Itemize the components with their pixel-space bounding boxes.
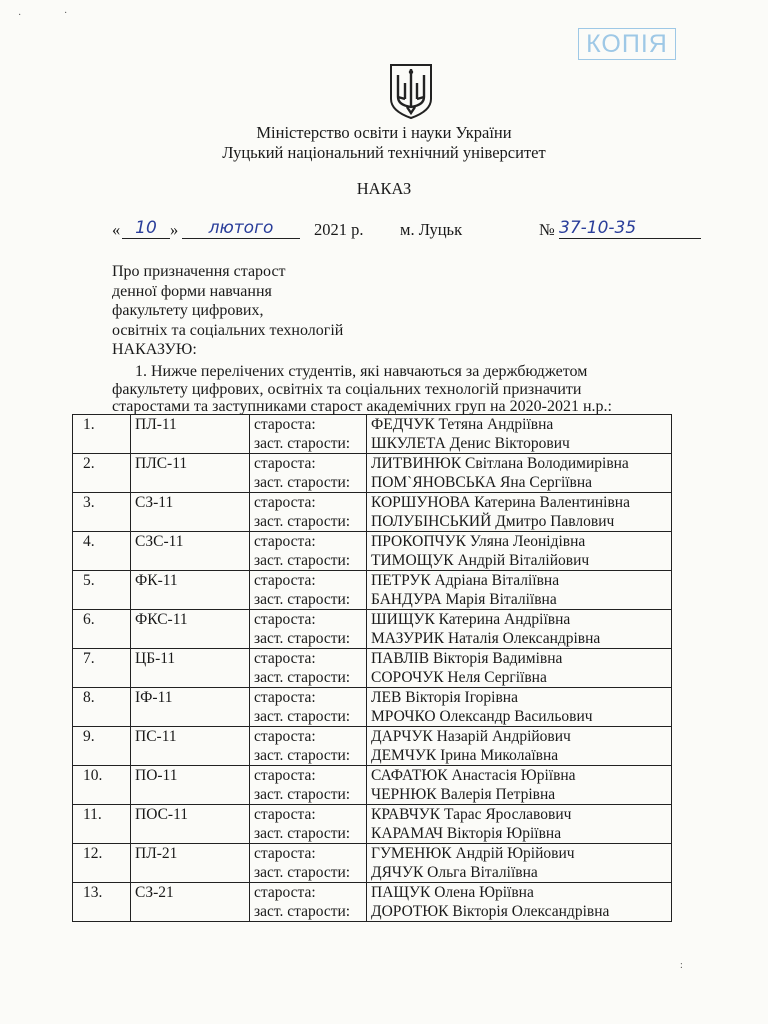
role-head-label: староста: (254, 767, 316, 784)
deputy-student-name: ПОМ`ЯНОВСЬКА Яна Сергіївна (371, 474, 593, 491)
names-cell (367, 610, 672, 649)
role-cell (250, 766, 367, 805)
names-cell (367, 532, 672, 571)
group-leaders-table (72, 414, 672, 922)
head-student-name: КРАВЧУК Тарас Ярославович (371, 806, 572, 823)
deputy-student-name: МРОЧКО Олександр Васильович (371, 708, 593, 725)
group-code: ЦБ-11 (131, 649, 250, 688)
group-code: СЗС-11 (131, 532, 250, 571)
group-code: ПО-11 (131, 766, 250, 805)
role-deputy-label: заст. старости: (254, 630, 351, 647)
deputy-student-name: БАНДУРА Марія Віталіївна (371, 591, 557, 608)
table-row (73, 844, 672, 883)
role-cell (250, 688, 367, 727)
group-code: ФК-11 (131, 571, 250, 610)
subject-line: денної форми навчання (112, 282, 272, 300)
role-cell (250, 532, 367, 571)
names-cell (367, 688, 672, 727)
names-cell (367, 844, 672, 883)
role-cell (250, 844, 367, 883)
date-number-row (112, 218, 712, 244)
table-row (73, 766, 672, 805)
row-number: 8. (73, 688, 131, 727)
group-code: ПЛ-21 (131, 844, 250, 883)
names-cell (367, 415, 672, 454)
role-cell (250, 649, 367, 688)
order-day: 10 (122, 218, 170, 239)
role-deputy-label: заст. старости: (254, 786, 351, 803)
names-cell (367, 493, 672, 532)
table-row (73, 883, 672, 922)
group-code: ФКС-11 (131, 610, 250, 649)
order-paragraph (112, 363, 672, 416)
names-cell (367, 454, 672, 493)
role-head-label: староста: (254, 845, 316, 862)
head-student-name: ДАРЧУК Назарій Андрійович (371, 728, 571, 745)
paragraph-line: старостами та заступниками старост академічних груп на 2020-2021 н.р.: (112, 398, 612, 415)
number-sign: № (539, 220, 555, 239)
role-head-label: староста: (254, 611, 316, 628)
group-code: ПЛ-11 (131, 415, 250, 454)
row-number: 13. (73, 883, 131, 922)
role-cell (250, 805, 367, 844)
names-cell (367, 883, 672, 922)
role-deputy-label: заст. старости: (254, 747, 351, 764)
names-cell (367, 766, 672, 805)
row-number: 7. (73, 649, 131, 688)
role-head-label: староста: (254, 806, 316, 823)
head-student-name: ПЕТРУК Адріана Віталіївна (371, 572, 560, 589)
role-deputy-label: заст. старости: (254, 552, 351, 569)
group-code: ПС-11 (131, 727, 250, 766)
role-deputy-label: заст. старости: (254, 513, 351, 530)
head-student-name: ПАЩУК Олена Юріївна (371, 884, 534, 901)
deputy-student-name: ДОРОТЮК Вікторія Олександрівна (371, 903, 610, 920)
row-number: 6. (73, 610, 131, 649)
row-number: 1. (73, 415, 131, 454)
order-directive: НАКАЗУЮ: (112, 341, 197, 358)
close-quote: » (170, 220, 179, 239)
names-cell (367, 805, 672, 844)
role-deputy-label: заст. старости: (254, 435, 351, 452)
role-deputy-label: заст. старости: (254, 903, 351, 920)
role-deputy-label: заст. старости: (254, 474, 351, 491)
role-head-label: староста: (254, 533, 316, 550)
head-student-name: ГУМЕНЮК Андрій Юрійович (371, 845, 575, 862)
table-row (73, 493, 672, 532)
role-head-label: староста: (254, 689, 316, 706)
table-row (73, 688, 672, 727)
order-city: м. Луцьк (400, 220, 463, 239)
role-head-label: староста: (254, 455, 316, 472)
deputy-student-name: МАЗУРИК Наталія Олександрівна (371, 630, 601, 647)
deputy-student-name: ЧЕРНЮК Валерія Петрівна (371, 786, 556, 803)
table-row (73, 571, 672, 610)
role-cell (250, 415, 367, 454)
head-student-name: САФАТЮК Анастасія Юріївна (371, 767, 576, 784)
head-student-name: ЛЕВ Вікторія Ігорівна (371, 689, 518, 706)
table-row (73, 454, 672, 493)
role-head-label: староста: (254, 728, 316, 745)
role-deputy-label: заст. старости: (254, 591, 351, 608)
table-row (73, 415, 672, 454)
names-cell (367, 571, 672, 610)
document-title: НАКАЗ (356, 179, 412, 198)
order-year: 2021 р. (314, 220, 364, 239)
role-cell (250, 727, 367, 766)
head-student-name: КОРШУНОВА Катерина Валентинівна (371, 494, 630, 511)
row-number: 9. (73, 727, 131, 766)
role-cell (250, 883, 367, 922)
row-number: 2. (73, 454, 131, 493)
group-code: СЗ-11 (131, 493, 250, 532)
head-student-name: ФЕДЧУК Тетяна Андріївна (371, 416, 554, 433)
table-row (73, 727, 672, 766)
scan-speck: · (18, 10, 22, 21)
table-row (73, 610, 672, 649)
deputy-student-name: ДЯЧУК Ольга Віталіївна (371, 864, 538, 881)
group-code: ПЛС-11 (131, 454, 250, 493)
group-code: ПОС-11 (131, 805, 250, 844)
role-head-label: староста: (254, 884, 316, 901)
role-cell (250, 493, 367, 532)
ministry-name: Міністерство освіти і науки України (256, 123, 512, 142)
role-deputy-label: заст. старости: (254, 864, 351, 881)
open-quote: « (112, 220, 121, 239)
order-subject (112, 262, 343, 360)
row-number: 5. (73, 571, 131, 610)
paragraph-line: 1. Нижче перелічених студентів, які навчаються за держбюджетом (135, 363, 588, 380)
subject-line: Про призначення старост (112, 263, 286, 280)
head-student-name: ПАВЛІВ Вікторія Вадимівна (371, 650, 563, 667)
table-row (73, 805, 672, 844)
group-code: ІФ-11 (131, 688, 250, 727)
row-number: 12. (73, 844, 131, 883)
copy-stamp: КОПІЯ (578, 28, 676, 60)
deputy-student-name: ПОЛУБІНСЬКИЙ Дмитро Павлович (371, 513, 615, 530)
order-number: 37-10-35 (559, 218, 701, 239)
row-number: 11. (73, 805, 131, 844)
deputy-student-name: ТИМОЩУК Андрій Віталійович (371, 552, 590, 569)
role-cell (250, 571, 367, 610)
names-cell (367, 649, 672, 688)
role-deputy-label: заст. старости: (254, 708, 351, 725)
role-head-label: староста: (254, 572, 316, 589)
row-number: 4. (73, 532, 131, 571)
head-student-name: ШИЩУК Катерина Андріївна (371, 611, 571, 628)
scan-speck: · (64, 8, 68, 19)
row-number: 10. (73, 766, 131, 805)
subject-line: факультету цифрових, (112, 302, 264, 319)
deputy-student-name: ДЕМЧУК Ірина Миколаївна (371, 747, 559, 764)
deputy-student-name: ШКУЛЕТА Денис Вікторович (371, 435, 570, 452)
role-head-label: староста: (254, 494, 316, 511)
trident-emblem-icon (388, 63, 434, 119)
row-number: 3. (73, 493, 131, 532)
deputy-student-name: КАРАМАЧ Вікторія Юріївна (371, 825, 562, 842)
deputy-student-name: СОРОЧУК Неля Сергіївна (371, 669, 547, 686)
head-student-name: ПРОКОПЧУК Уляна Леонідівна (371, 533, 586, 550)
table-row (73, 649, 672, 688)
role-cell (250, 610, 367, 649)
role-deputy-label: заст. старости: (254, 825, 351, 842)
head-student-name: ЛИТВИНЮК Світлана Володимирівна (371, 455, 629, 472)
university-name: Луцький національний технічний університет (222, 143, 546, 162)
paragraph-line: факультету цифрових, освітніх та соціальних технологій призначити (112, 380, 582, 398)
scan-speck: : (680, 960, 683, 971)
names-cell (367, 727, 672, 766)
role-cell (250, 454, 367, 493)
role-deputy-label: заст. старости: (254, 669, 351, 686)
order-month: лютого (182, 218, 300, 239)
role-head-label: староста: (254, 650, 316, 667)
table-row (73, 532, 672, 571)
subject-line: освітніх та соціальних технологій (112, 321, 344, 339)
role-head-label: староста: (254, 416, 316, 433)
group-code: СЗ-21 (131, 883, 250, 922)
